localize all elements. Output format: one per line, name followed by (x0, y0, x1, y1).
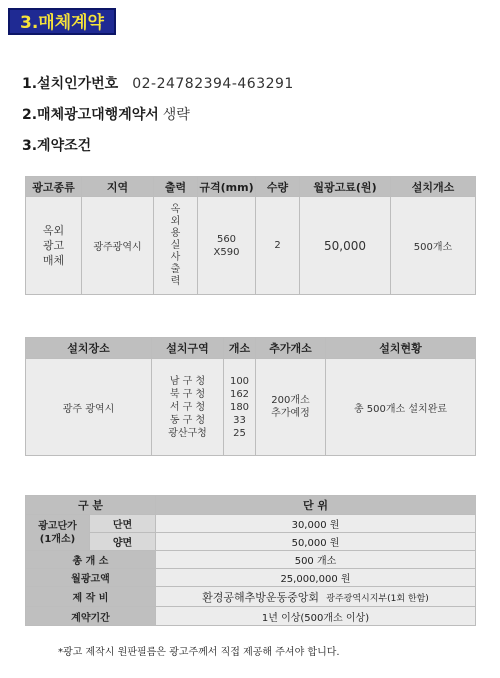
col-header-monthly-fee: 월광고료(원) (300, 177, 391, 197)
production-cost-label: 제 작 비 (26, 587, 156, 607)
install-permit-number: 02-24782394-463291 (132, 76, 294, 92)
cell-install-place: 광주 광역시 (26, 359, 152, 456)
cell-size: 560 X590 (198, 197, 256, 295)
unit-price-label: 광고단가 (1개소) (26, 515, 90, 551)
cell-ad-type: 옥외 광고 매체 (26, 197, 82, 295)
production-cost-value: 환경공해추방운동중앙회 (202, 590, 320, 604)
cell-install-districts: 남 구 청 북 구 청 서 구 청 동 구 청 광산구청 (152, 359, 224, 456)
section-title-badge: 3.매체계약 (8, 8, 116, 35)
monthly-amount-value: 25,000,000 원 (156, 569, 476, 587)
install-permit-label: 1.설치인가번호 (22, 76, 119, 92)
col-header-size: 규격(mm) (198, 177, 256, 197)
install-permit-line (22, 73, 294, 93)
total-count-value: 500 개소 (156, 551, 476, 569)
single-side-value: 30,000 원 (156, 515, 476, 533)
col-header-region: 지역 (82, 177, 154, 197)
col-header-install-status: 설치현황 (326, 338, 476, 359)
contract-terms-heading: 3.계약조건 (22, 138, 92, 154)
contract-period-value: 1년 이상(500개소 이상) (156, 607, 476, 626)
monthly-amount-label: 월광고액 (26, 569, 156, 587)
contract-terms-table (25, 176, 476, 295)
cell-district-counts: 100 162 180 33 25 (224, 359, 256, 456)
price-summary-table (25, 495, 476, 626)
cell-install-status: 총 500개소 설치완료 (326, 359, 476, 456)
col-header-install-district: 설치구역 (152, 338, 224, 359)
film-supply-footnote: *광고 제작시 원판필름은 광고주께서 직접 제공해 주셔야 합니다. (58, 647, 340, 658)
ad-contract-label: 2.매체광고대행계약서 (22, 107, 159, 123)
cell-install-count: 500개소 (391, 197, 476, 295)
production-cost-cell (156, 587, 476, 607)
col-header-unit: 단 위 (156, 496, 476, 515)
ad-contract-line (22, 104, 190, 124)
cell-output: 옥 외 용 실 사 출 력 (154, 197, 198, 295)
double-side-value: 50,000 원 (156, 533, 476, 551)
production-cost-note: 광주광역시지부(1회 한함) (326, 593, 429, 604)
cell-qty: 2 (256, 197, 300, 295)
col-header-category: 구 분 (26, 496, 156, 515)
cell-extra-count: 200개소 추가예정 (256, 359, 326, 456)
ad-contract-note: 생략 (162, 107, 190, 123)
install-location-table (25, 337, 476, 456)
single-side-label: 단면 (90, 515, 156, 533)
total-count-label: 총 개 소 (26, 551, 156, 569)
col-header-install-place: 설치장소 (26, 338, 152, 359)
col-header-qty: 수량 (256, 177, 300, 197)
double-side-label: 양면 (90, 533, 156, 551)
col-header-output: 출력 (154, 177, 198, 197)
col-header-count: 개소 (224, 338, 256, 359)
contract-period-label: 계약기간 (26, 607, 156, 626)
col-header-ad-type: 광고종류 (26, 177, 82, 197)
col-header-install-count: 설치개소 (391, 177, 476, 197)
cell-region: 광주광역시 (82, 197, 154, 295)
cell-monthly-fee: 50,000 (300, 197, 391, 295)
col-header-extra-count: 추가개소 (256, 338, 326, 359)
